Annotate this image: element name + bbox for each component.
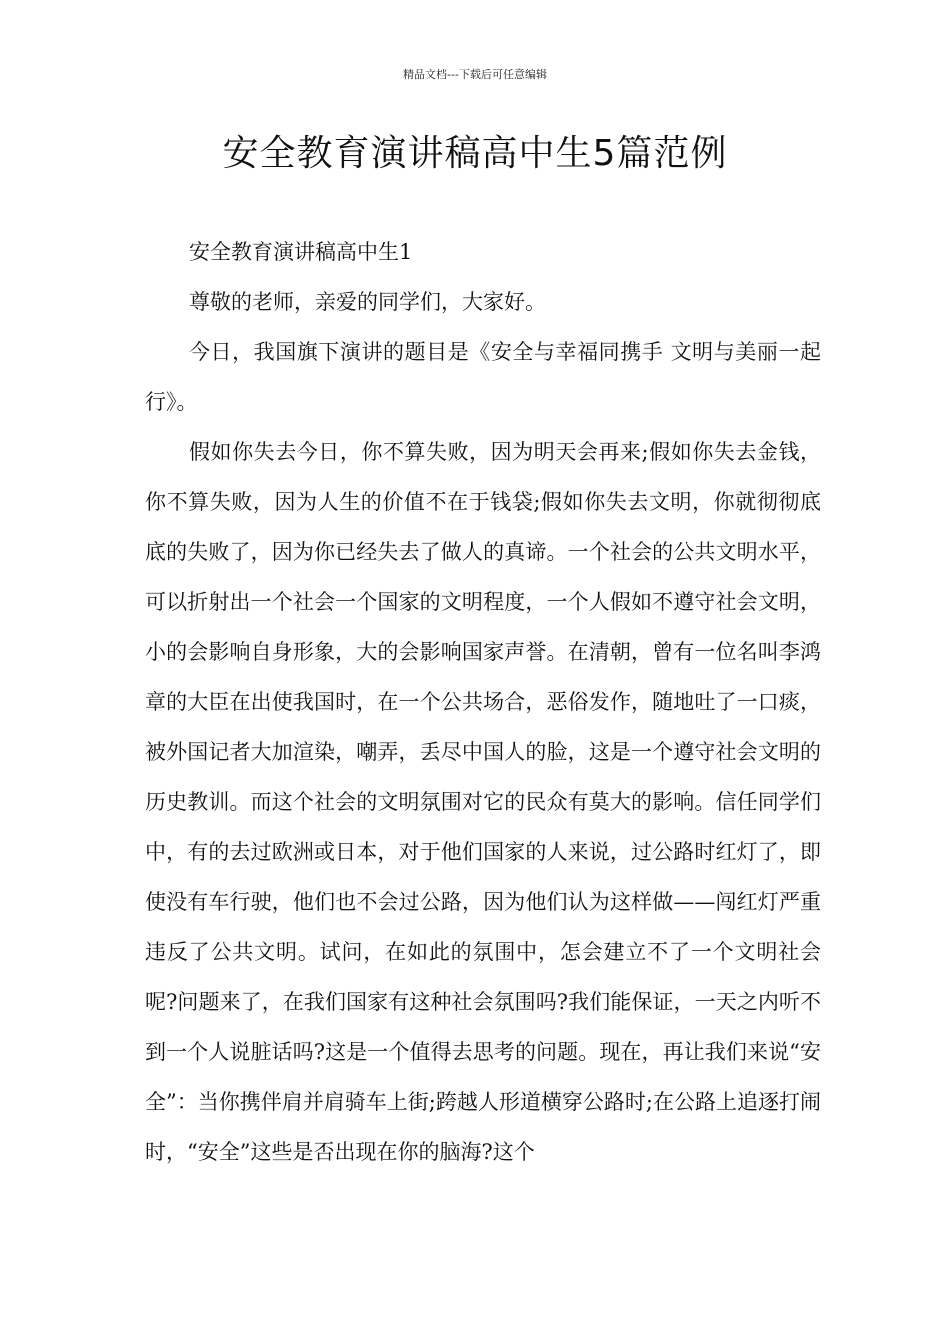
header-note: 精品文档---下载后可任意编辑 — [403, 68, 547, 81]
document-title: 安全教育演讲稿高中生5篇范例 — [222, 133, 728, 174]
section-heading: 安全教育演讲稿高中生1 — [189, 240, 413, 264]
document-body — [145, 227, 821, 1177]
paragraph-main: 假如你失去今日，你不算失败，因为明天会再来;假如你失去金钱，你不算失败，因为人生的价值不在于钱袋;假如你失去文明，你就彻彻底底的失败了，因为你已经失去了做人的真谛。一个社会的公共文明水平，可以折射出一个社会一个国家的文明程度，一个人假如不遵守社会文明，小的会影响自身形象，大的会影响国家声誉。在清朝，曾有一位名叫李鸿章的大臣在出使我国时，在一个公共场合，恶俗发作，随地吐了一口痰，被外国记者大加渲染，嘲弄，丢尽中国人的脸，这是一个遵守社会文明的历史教训。而这个社会的文明氛围对它的民众有莫大的影响。信任同学们中，有的去过欧洲或日本，对于他们国家的人来说，过公路时红灯了，即使没有车行驶，他们也不会过公路，因为他们认为这样做——闯红灯严重违反了公共文明。试问，在如此的氛围中，怎会建立不了一个文明社会呢?问题来了，在我们国家有这种社会氛围吗?我们能保证，一天之内听不到一个人说脏话吗?这是一个值得去思考的问题。现在，再让我们来说“安全”：当你携伴肩并肩骑车上街;跨越人形道横穿公路时;在公路上追逐打闹时，“安全”这些是否出现在你的脑海?这个 — [145, 440, 821, 1164]
paragraph-topic: 今日，我国旗下演讲的题目是《安全与幸福同携手 文明与美丽一起行》。 — [145, 340, 821, 414]
paragraph-greeting: 尊敬的老师，亲爱的同学们，大家好。 — [189, 290, 546, 314]
